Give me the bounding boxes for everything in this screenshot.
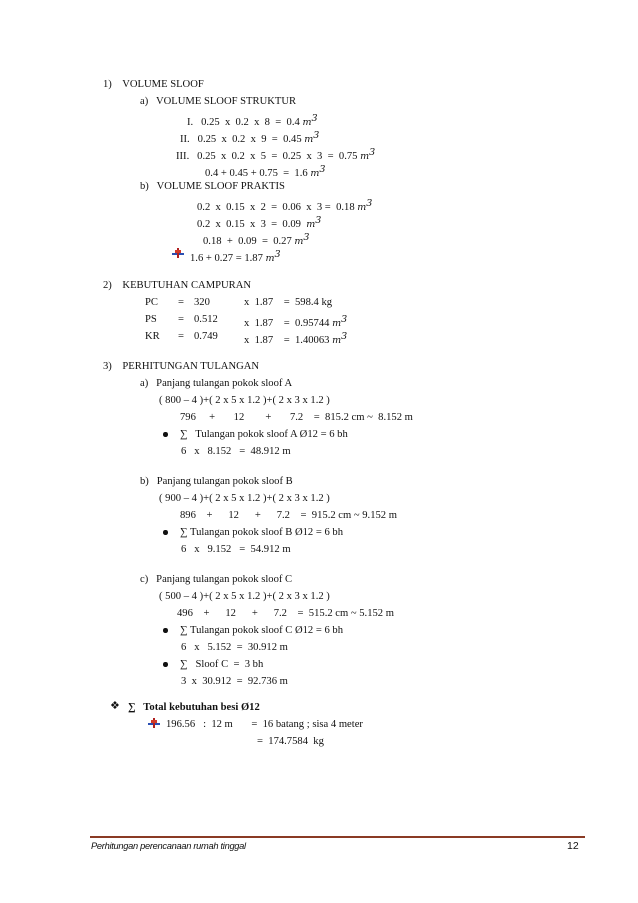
campuran-val-kr: 0.749 [194,331,218,342]
bullet-icon [163,628,168,633]
sloof-c-sum: ∑ Tulangan pokok sloof C Ø12 = 6 bh [180,625,344,636]
section1-heading: 1) VOLUME SLOOF [103,79,204,90]
total-line1: 196.56 : 12 m = 16 batang ; sisa 4 meter [166,719,363,730]
campuran-val-pc: 320 [194,297,210,308]
campuran-label-kr: KR [145,331,160,342]
sloof-c-title: c) Panjang tulangan pokok sloof C [140,574,293,585]
section1a-row2: II. 0.25 x 0.2 x 9 = 0.45 $m^3$ [180,130,320,146]
campuran-calc-ps: x 1.87 = 0.95744 $m^3$ [244,314,348,330]
total-title: ∑ Total kebutuhan besi Ø12 [128,702,260,713]
sloof-c-values: 496 + 12 + 7.2 = 515.2 cm ~ 5.152 m [177,608,394,619]
sloof-c-result2: 3 x 30.912 = 92.736 m [181,676,288,687]
footer-title: Perhitungan perencanaan rumah tinggal [91,841,246,851]
sloof-b-result: 6 x 9.152 = 54.912 m [181,544,291,555]
campuran-label-pc: PC [145,297,158,308]
sloof-c-sum2: ∑ Sloof C = 3 bh [180,659,264,670]
pushpin-bullet-icon [148,718,160,728]
campuran-eq-kr: = [178,331,184,342]
campuran-eq-ps: = [178,314,184,325]
campuran-eq-pc: = [178,297,184,308]
campuran-val-ps: 0.512 [194,314,218,325]
section1a-row3: III. 0.25 x 0.2 x 5 = 0.25 x 3 = 0.75 $m^3$ [176,147,376,163]
diamond-bullet-icon: ❖ [110,699,120,712]
section1b-total: 1.6 + 0.27 = 1.87 $m^3$ [190,249,281,265]
pushpin-bullet-icon [172,248,184,258]
section1a-total: 0.4 + 0.45 + 0.75 = 1.6 $m^3$ [205,164,326,180]
bullet-icon [163,662,168,667]
sloof-a-title: a) Panjang tulangan pokok sloof A [140,378,293,389]
sloof-b-values: 896 + 12 + 7.2 = 915.2 cm ~ 9.152 m [180,510,397,521]
total-line2: = 174.7584 kg [257,736,324,747]
sloof-b-sum: ∑ Tulangan pokok sloof B Ø12 = 6 bh [180,527,344,538]
bullet-icon [163,432,168,437]
campuran-calc-kr: x 1.87 = 1.40063 $m^3$ [244,331,348,347]
footer-rule [90,836,585,838]
section1a-heading: a) VOLUME SLOOF STRUKTUR [140,96,297,107]
section1b-row1: 0.2 x 0.15 x 2 = 0.06 x 3 = 0.18 $m^3$ [197,198,373,214]
sloof-a-values: 796 + 12 + 7.2 = 815.2 cm ~ 8.152 m [180,412,413,423]
sloof-c-formula: ( 500 – 4 )+( 2 x 5 x 1.2 )+( 2 x 3 x 1.2 ) [159,591,330,602]
bullet-icon [163,530,168,535]
sloof-b-formula: ( 900 – 4 )+( 2 x 5 x 1.2 )+( 2 x 3 x 1.2 ) [159,493,330,504]
campuran-label-ps: PS [145,314,157,325]
section1b-row2: 0.2 x 0.15 x 3 = 0.09 $m^3$ [197,215,322,231]
section2-heading: 2) KEBUTUHAN CAMPURAN [103,280,252,291]
section1a-row1: I. 0.25 x 0.2 x 8 = 0.4 $m^3$ [187,113,318,129]
sloof-a-result: 6 x 8.152 = 48.912 m [181,446,291,457]
sloof-a-sum: ∑ Tulangan pokok sloof A Ø12 = 6 bh [180,429,348,440]
campuran-calc-pc: x 1.87 = 598.4 kg [244,297,333,308]
sloof-a-formula: ( 800 – 4 )+( 2 x 5 x 1.2 )+( 2 x 3 x 1.2 ) [159,395,330,406]
page-number: 12 [567,840,579,852]
sloof-b-title: b) Panjang tulangan pokok sloof B [140,476,293,487]
section1b-row3: 0.18 + 0.09 = 0.27 $m^3$ [203,232,310,248]
sloof-c-result: 6 x 5.152 = 30.912 m [181,642,288,653]
section3-heading: 3) PERHITUNGAN TULANGAN [103,361,260,372]
section1b-heading: b) VOLUME SLOOF PRAKTIS [140,181,285,192]
